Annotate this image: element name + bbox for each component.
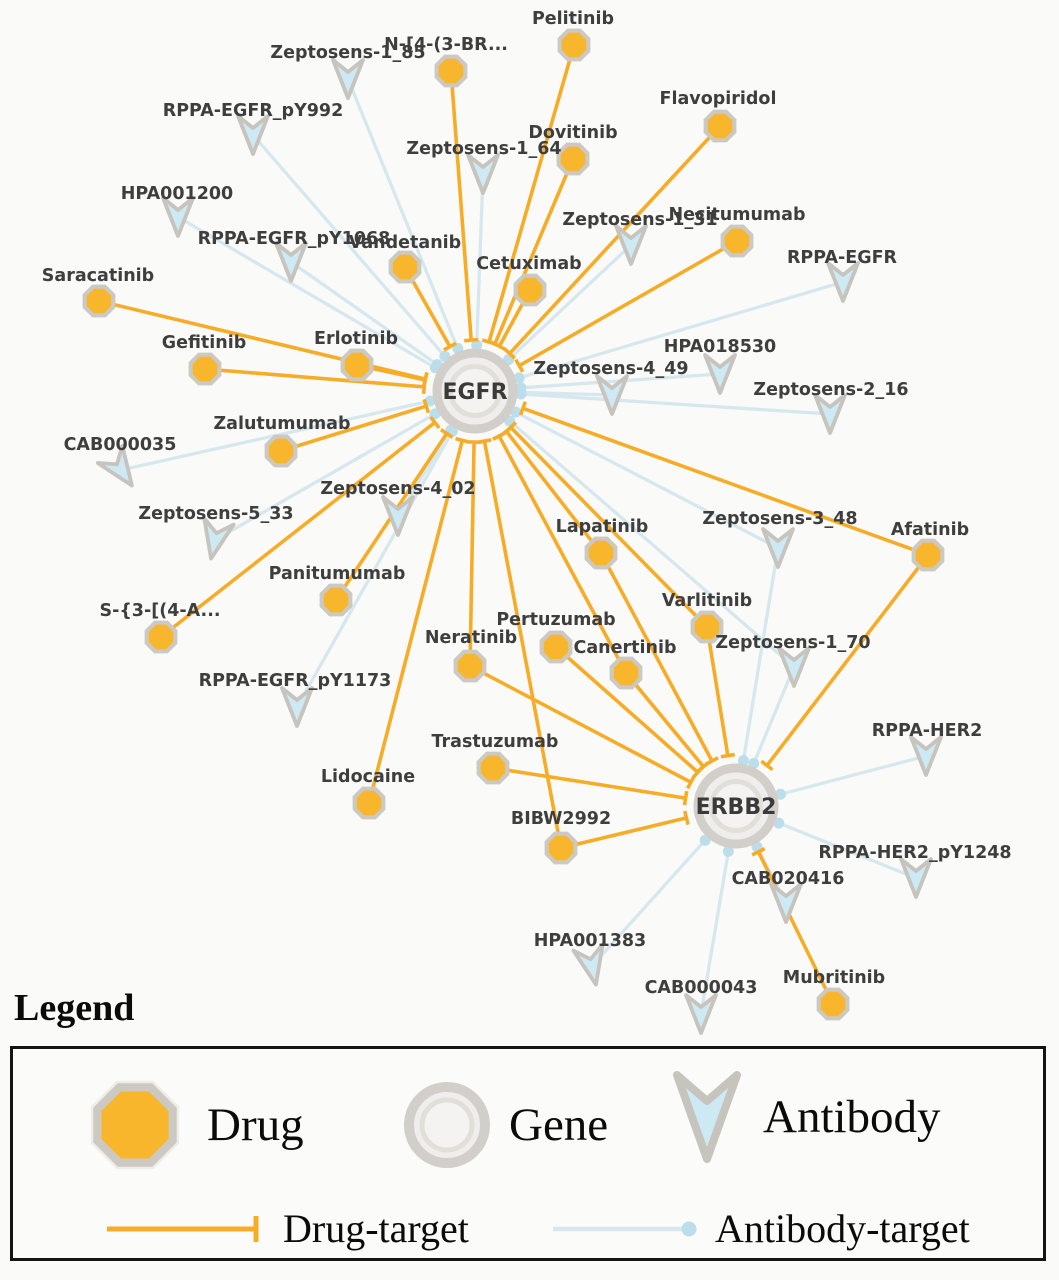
drug-node-Gefitinib[interactable] <box>191 355 220 384</box>
node-label: Canertinib <box>573 638 677 658</box>
legend-drug-label: Drug <box>207 1099 304 1151</box>
legend-item-drug-target <box>103 1205 469 1252</box>
node-label: BIBW2992 <box>510 809 612 829</box>
drug-target-endpoint-tee <box>478 440 492 443</box>
node-label: Trastuzumab <box>431 732 559 752</box>
node-label: Zeptosens-5_33 <box>138 504 294 524</box>
antibody-node-Zeptosens-1_64[interactable] <box>468 155 498 193</box>
antibody-node-RPPA-HER2[interactable] <box>911 737 941 775</box>
drug-node-Erlotinib[interactable] <box>343 351 372 380</box>
drug-node-Lidocaine[interactable] <box>355 789 384 818</box>
antibody-node-CAB000043[interactable] <box>686 995 716 1033</box>
antibody-target-edge-icon <box>551 1214 703 1244</box>
antibody-node-Zeptosens-4_02[interactable] <box>383 497 413 535</box>
legend-item-antibody-target <box>551 1205 970 1252</box>
drug-target-edge <box>451 71 471 340</box>
node-label: Lidocaine <box>320 767 416 787</box>
drug-node-S-{3-[(4-A...[interactable] <box>147 623 176 652</box>
drug-node-Trastuzumab[interactable] <box>479 754 508 783</box>
legend-antibody-label: Antibody <box>763 1091 941 1143</box>
legend-title: Legend <box>14 987 135 1029</box>
drug-node-Pertuzumab[interactable] <box>542 633 571 662</box>
node-label: Vandetanib <box>348 233 462 253</box>
node-label: Mubritinib <box>782 968 886 988</box>
node-label: Pelitinib <box>531 9 615 29</box>
drug-node-Panitumumab[interactable] <box>322 586 351 615</box>
antibody-node-RPPA-EGFR[interactable] <box>828 263 858 301</box>
node-label: HPA001383 <box>533 931 647 951</box>
antibody-node-Zeptosens-5_33[interactable] <box>196 518 233 561</box>
node-label: Zeptosens-3_48 <box>702 509 858 529</box>
node-label: Zeptosens-1_70 <box>715 633 871 653</box>
legend-antibody-target-label: Antibody-target <box>715 1206 970 1251</box>
gene-label-EGFR: EGFR <box>442 380 508 405</box>
node-label: Gefitinib <box>161 333 247 353</box>
node-label: RPPA-EGFR <box>786 248 898 268</box>
node-label: Cetuximab <box>476 254 582 274</box>
node-label: Zeptosens-4_49 <box>533 359 689 379</box>
node-label: RPPA-HER2_pY1248 <box>818 843 1012 863</box>
drug-target-edge <box>493 768 686 798</box>
drug-target-edge-icon <box>103 1214 273 1244</box>
drug-node-Saracatinib[interactable] <box>85 287 114 316</box>
antibody-target-edge <box>510 421 794 667</box>
gene-label-ERBB2: ERBB2 <box>695 795 777 820</box>
node-label: RPPA-HER2 <box>871 721 983 741</box>
node-label: Neratinib <box>424 628 518 648</box>
drug-node-BIBW2992[interactable] <box>547 834 576 863</box>
node-label: HPA001200 <box>120 184 234 204</box>
drug-target-endpoint-tee <box>685 811 688 825</box>
drug-target-endpoint-tee <box>721 755 735 757</box>
node-label: S-{3-[(4-A... <box>99 601 221 621</box>
node-label: N-[4-(3-BR... <box>384 35 508 55</box>
node-labels <box>42 9 1012 998</box>
antibody-node-RPPA-HER2_pY1248[interactable] <box>901 859 931 897</box>
legend-item-gene <box>399 1077 608 1173</box>
node-label: Flavopiridol <box>659 89 777 109</box>
antibody-target-edge <box>780 756 926 794</box>
node-label: Afatinib <box>890 520 970 540</box>
drug-target-endpoint-tee <box>464 340 478 341</box>
drug-octagon-icon <box>79 1069 191 1181</box>
drug-node-Neratinib[interactable] <box>456 652 485 681</box>
drug-target-endpoint-tee <box>456 439 470 442</box>
drug-node-Afatinib[interactable] <box>914 541 943 570</box>
drug-node-Dovitinib[interactable] <box>559 145 588 174</box>
drug-target-endpoint-tee <box>685 791 687 805</box>
drug-node-N-[4-(3-BR...[interactable] <box>437 57 466 86</box>
drug-target-endpoint-tee <box>424 373 427 387</box>
node-label: Zalutumumab <box>213 414 351 434</box>
drug-node-Zalutumumab[interactable] <box>267 437 296 466</box>
antibody-node-Zeptosens-3_48[interactable] <box>763 529 793 567</box>
antibody-node-Zeptosens-1_85[interactable] <box>333 60 363 98</box>
node-label: Zeptosens-4_02 <box>320 479 476 499</box>
gene-node-ERBB2[interactable] <box>696 768 777 844</box>
drug-node-Vandetanib[interactable] <box>391 253 420 282</box>
node-label: Pertuzumab <box>496 610 616 630</box>
antibody-node-Zeptosens-1_31[interactable] <box>616 226 646 264</box>
legend-drug-target-label: Drug-target <box>283 1206 469 1251</box>
antibody-node-CAB020416[interactable] <box>771 884 801 922</box>
node-label: Saracatinib <box>41 266 155 286</box>
node-label: CAB000043 <box>644 978 758 998</box>
antibody-target-edge <box>754 667 794 764</box>
drug-node-Canertinib[interactable] <box>612 659 641 688</box>
node-label: Zeptosens-2_16 <box>753 380 909 400</box>
node-label: Necitumumab <box>668 205 806 225</box>
node-label: Lapatinib <box>555 517 649 537</box>
legend-gene-label: Gene <box>509 1099 609 1151</box>
drug-node-Necitumumab[interactable] <box>723 227 752 256</box>
legend-item-antibody <box>665 1063 941 1171</box>
drug-node-Cetuximab[interactable] <box>516 276 545 305</box>
antibody-node-Zeptosens-1_70[interactable] <box>779 648 809 686</box>
node-label: Erlotinib <box>314 329 398 349</box>
node-label: Varlitinib <box>661 591 753 611</box>
antibody-node-RPPA-EGFR_pY1173[interactable] <box>282 688 312 726</box>
node-label: Zeptosens-1_85 <box>270 43 426 63</box>
drug-node-Flavopiridol[interactable] <box>706 112 735 141</box>
gene-node-EGFR[interactable] <box>437 353 513 429</box>
drug-node-Lapatinib[interactable] <box>587 539 616 568</box>
antibody-arrow-icon <box>665 1063 749 1171</box>
node-label: CAB020416 <box>731 869 845 889</box>
node-label: CAB000035 <box>63 435 177 455</box>
node-label: Zeptosens-1_31 <box>562 210 718 230</box>
node-label: RPPA-EGFR_pY992 <box>162 101 344 121</box>
node-label: Dovitinib <box>528 123 618 143</box>
gene-circle-icon <box>399 1077 495 1173</box>
drug-node-Mubritinib[interactable] <box>819 990 848 1019</box>
node-label: RPPA-EGFR_pY1068 <box>197 229 391 249</box>
node-label: Panitumumab <box>268 564 406 584</box>
node-label: RPPA-EGFR_pY1173 <box>198 671 392 691</box>
drug-target-endpoint-tee <box>521 402 526 415</box>
legend-box <box>10 1046 1046 1261</box>
legend-item-drug <box>79 1069 304 1181</box>
node-label: Zeptosens-1_64 <box>406 139 562 159</box>
node-label: HPA018530 <box>663 337 777 357</box>
antibody-target-edge <box>743 548 778 761</box>
drug-node-Pelitinib[interactable] <box>560 31 589 60</box>
